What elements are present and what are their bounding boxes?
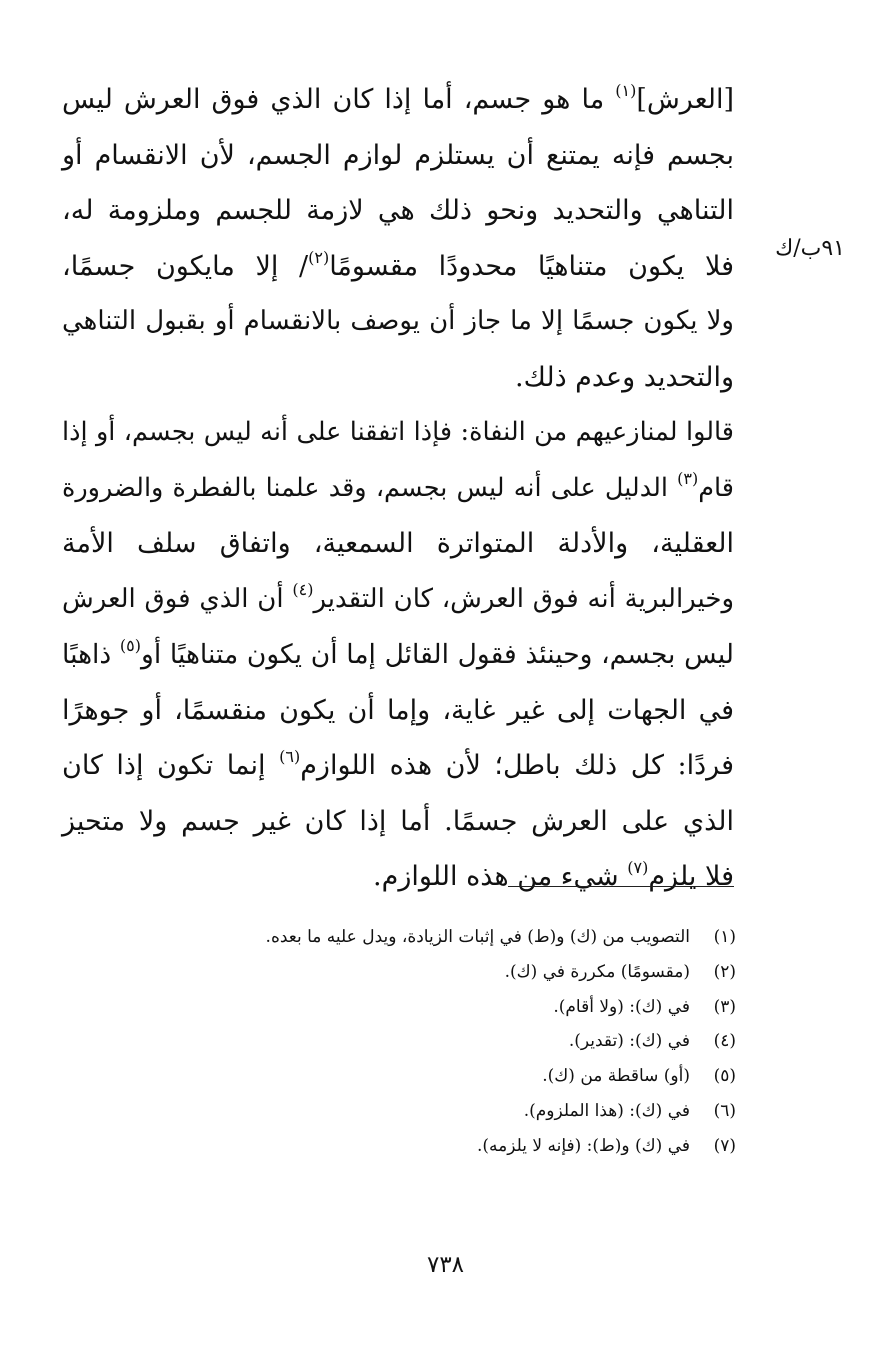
text-segment: ما هو جسم، أما إذا كان الذي فوق العرش ليس bbox=[62, 84, 605, 115]
text-segment: ذاهبًا bbox=[62, 639, 112, 670]
footnote-number: (٦) bbox=[713, 1100, 736, 1121]
footnote-ref[interactable]: (١) bbox=[615, 81, 637, 100]
footnote-number: (١) bbox=[713, 927, 736, 947]
text-segment: فلا يلزم bbox=[648, 861, 734, 892]
footnote-text: التصويب من (ك) و(ط) في إثبات الزيادة، ويدل عليه ما بعده. bbox=[265, 927, 690, 947]
text-line: الذي على العرش جسمًا. أما إذا كان غير جسم ولا متحيز bbox=[62, 805, 734, 837]
text-segment: إنما تكون إذا كان bbox=[62, 750, 266, 781]
footnote-number: (٤) bbox=[713, 1031, 736, 1052]
text-segment: / إلا مايكون جسمًا، bbox=[62, 250, 309, 282]
footnote-separator bbox=[508, 886, 734, 887]
text-line: التناهي والتحديد ونحو ذلك هي لازمة للجسم وملزومة له، bbox=[62, 195, 734, 226]
text-line bbox=[62, 572, 734, 628]
paragraph-1 bbox=[62, 72, 734, 405]
footnote-item bbox=[150, 955, 736, 990]
text-line: والتحديد وعدم ذلك. bbox=[515, 361, 734, 393]
footnote-text: في (ك): (هذا الملزوم). bbox=[523, 1100, 690, 1121]
text-line: العقلية، والأدلة المتواترة السمعية، واتفاق سلف الأمة bbox=[62, 528, 734, 559]
footnote-text: في (ك): (ولا أقام). bbox=[553, 996, 690, 1017]
footnote-number: (٢) bbox=[713, 961, 736, 982]
text-line: ولا يكون جسمًا إلا ما جاز أن يوصف بالانقسام أو بقبول التناهي bbox=[62, 306, 734, 336]
paragraph-2 bbox=[62, 405, 734, 905]
footnote-ref[interactable]: (٦) bbox=[279, 747, 301, 766]
text-segment: أن الذي فوق العرش bbox=[62, 583, 284, 614]
footnote-number: (٣) bbox=[713, 996, 736, 1017]
text-segment: [العرش] bbox=[636, 84, 734, 115]
footnote-item bbox=[150, 920, 736, 955]
text-segment: ليس بجسم، وحينئذ فقول القائل إما أن يكون متناهيًا أو bbox=[141, 639, 734, 670]
text-line: بجسم فإنه يمتنع أن يستلزم لوازم الجسم، لأن الانقسام أو bbox=[62, 139, 734, 171]
main-text bbox=[62, 72, 734, 905]
text-line bbox=[62, 461, 734, 517]
text-line: قالوا لمنازعيهم من النفاة: فإذا اتفقنا على أنه ليس بجسم، أو إذا bbox=[62, 417, 734, 447]
footnote-text: في (ك): (تقدير). bbox=[568, 1031, 690, 1052]
footnote-text: (أو) ساقطة من (ك). bbox=[542, 1066, 690, 1087]
footnote-ref[interactable]: (٧) bbox=[627, 858, 649, 877]
text-line bbox=[62, 627, 734, 683]
footnote-number: (٥) bbox=[713, 1066, 736, 1087]
text-line bbox=[62, 239, 734, 295]
footnote-ref[interactable]: (٣) bbox=[677, 468, 699, 488]
text-line bbox=[62, 738, 734, 794]
footnote-item bbox=[150, 990, 736, 1025]
text-line bbox=[62, 72, 734, 128]
text-segment: وخيرالبرية أنه فوق العرش، كان التقدير bbox=[313, 583, 734, 614]
page-number: ٧٣٨ bbox=[426, 1252, 465, 1278]
footnote-item bbox=[150, 1059, 736, 1094]
footnote-item bbox=[150, 1129, 736, 1164]
footnote-ref[interactable]: (٥) bbox=[119, 636, 142, 655]
footnote-item bbox=[150, 1024, 736, 1059]
footnotes bbox=[150, 920, 736, 1164]
text-segment: قام bbox=[698, 472, 734, 503]
text-segment: فلا يكون متناهيًا محدودًا مقسومًا bbox=[329, 250, 734, 282]
text-segment: فردًا: كل ذلك باطل؛ لأن هذه اللوازم bbox=[300, 750, 734, 781]
text-segment: الدليل على أنه ليس بجسم، وقد علمنا بالفطرة والضرورة bbox=[62, 472, 668, 503]
manuscript-margin-note: ٩١ب/ك bbox=[775, 236, 845, 261]
text-line: في الجهات إلى غير غاية، وإما أن يكون منقسمًا، أو جوهرًا bbox=[62, 694, 734, 726]
footnote-text: (مقسومًا) مكررة في (ك). bbox=[504, 961, 690, 982]
text-segment: شيء من هذه اللوازم. bbox=[373, 861, 619, 892]
footnote-ref[interactable]: (٢) bbox=[308, 247, 330, 267]
footnote-ref[interactable]: (٤) bbox=[292, 579, 314, 599]
footnote-item bbox=[150, 1094, 736, 1129]
footnote-text: في (ك) و(ط): (فإنه لا يلزمه). bbox=[477, 1135, 690, 1156]
text-line bbox=[62, 849, 734, 905]
footnote-number: (٧) bbox=[713, 1135, 736, 1156]
